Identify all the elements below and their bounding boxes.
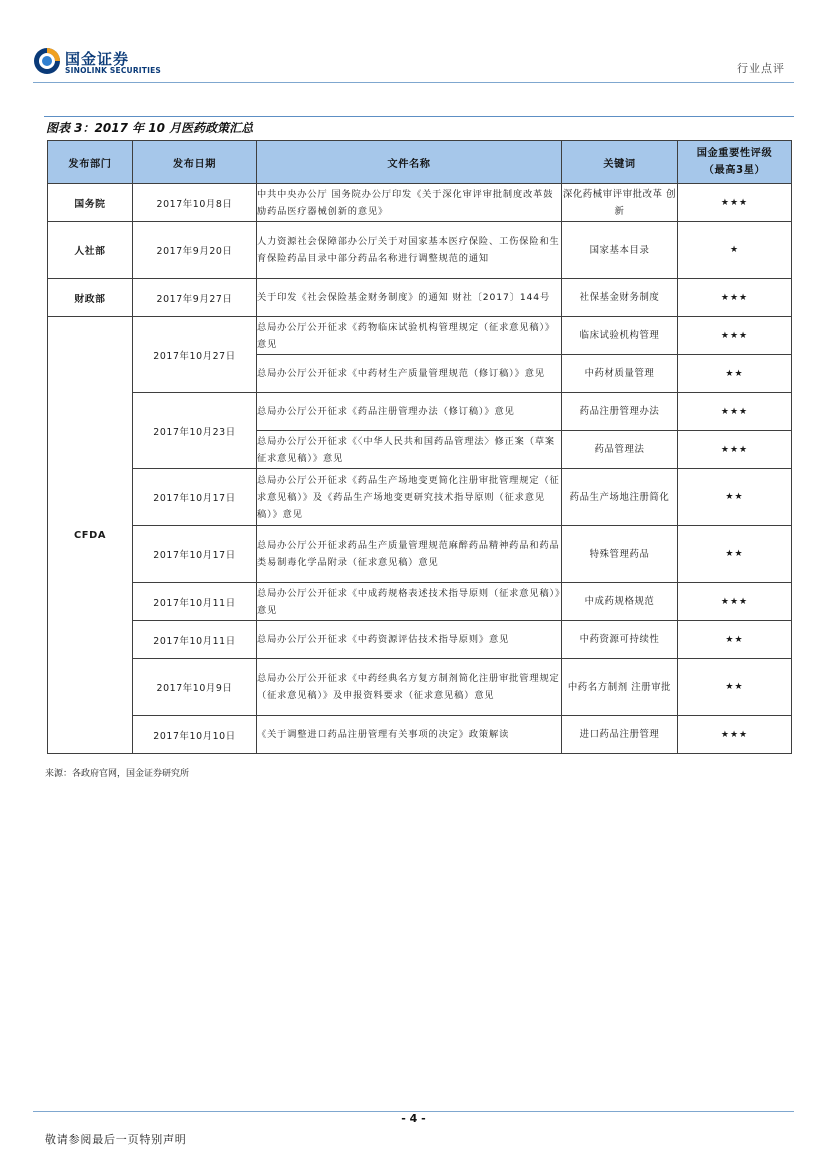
date-cell: 2017年9月20日 bbox=[133, 222, 257, 279]
rating-cell: ★★★ bbox=[678, 184, 792, 222]
doc-name-cell: 总局办公厅公开征求《中药材生产质量管理规范（修订稿）》意见 bbox=[257, 355, 562, 393]
date-cell: 2017年10月23日 bbox=[133, 393, 257, 469]
header-dept: 发布部门 bbox=[48, 141, 133, 184]
doc-name-cell: 《关于调整进口药品注册管理有关事项的决定》政策解读 bbox=[257, 716, 562, 754]
date-cell: 2017年10月9日 bbox=[133, 659, 257, 716]
table-row bbox=[48, 222, 792, 279]
date-cell: 2017年9月27日 bbox=[133, 279, 257, 317]
brand-name-en: SINOLINK SECURITIES bbox=[65, 66, 162, 75]
brand-name-cn: 国金证券 bbox=[65, 50, 130, 68]
rating-cell: ★★★ bbox=[678, 583, 792, 621]
keyword-cell: 药品注册管理办法 bbox=[562, 393, 678, 431]
date-cell: 2017年10月17日 bbox=[133, 526, 257, 583]
rating-cell: ★★ bbox=[678, 469, 792, 526]
header-keyword: 关键词 bbox=[562, 141, 678, 184]
company-logo bbox=[33, 44, 163, 80]
rating-cell: ★★★ bbox=[678, 431, 792, 469]
rating-cell: ★★ bbox=[678, 621, 792, 659]
date-cell: 2017年10月11日 bbox=[133, 583, 257, 621]
keyword-cell: 药品管理法 bbox=[562, 431, 678, 469]
rating-cell: ★★★ bbox=[678, 716, 792, 754]
keyword-cell: 特殊管理药品 bbox=[562, 526, 678, 583]
date-cell: 2017年10月11日 bbox=[133, 621, 257, 659]
header-rating: 国金重要性评级 （最高3星） bbox=[678, 141, 792, 184]
rating-cell: ★★ bbox=[678, 659, 792, 716]
table-row bbox=[48, 393, 792, 431]
keyword-cell: 临床试验机构管理 bbox=[562, 317, 678, 355]
date-cell: 2017年10月10日 bbox=[133, 716, 257, 754]
rating-cell: ★★★ bbox=[678, 279, 792, 317]
doc-name-cell: 总局办公厅公开征求《药物临床试验机构管理规定（征求意见稿）》意见 bbox=[257, 317, 562, 355]
keyword-cell: 中药材质量管理 bbox=[562, 355, 678, 393]
page-header bbox=[0, 0, 827, 90]
doc-name-cell: 总局办公厅公开征求《〈中华人民共和国药品管理法〉修正案（草案征求意见稿）》意见 bbox=[257, 431, 562, 469]
doc-name-cell: 总局办公厅公开征求药品生产质量管理规范麻醉药品精神药品和药品类易制毒化学品附录（征求意见稿）意见 bbox=[257, 526, 562, 583]
table-row bbox=[48, 583, 792, 621]
table-row bbox=[48, 317, 792, 355]
keyword-cell: 中成药规格规范 bbox=[562, 583, 678, 621]
keyword-cell: 社保基金财务制度 bbox=[562, 279, 678, 317]
table-row bbox=[48, 526, 792, 583]
dept-cell: 人社部 bbox=[48, 222, 133, 279]
rating-cell: ★★ bbox=[678, 526, 792, 583]
doc-name-cell: 总局办公厅公开征求《药品生产场地变更简化注册审批管理规定（征求意见稿）》及《药品生产场地变更研究技术指导原则（征求意见稿）》意见 bbox=[257, 469, 562, 526]
keyword-cell: 中药资源可持续性 bbox=[562, 621, 678, 659]
table-row bbox=[48, 621, 792, 659]
doc-name-cell: 中共中央办公厅 国务院办公厅印发《关于深化审评审批制度改革鼓励药品医疗器械创新的意见》 bbox=[257, 184, 562, 222]
disclaimer-note: 敬请参阅最后一页特别声明 bbox=[45, 1133, 187, 1146]
rating-cell: ★★★ bbox=[678, 393, 792, 431]
table-row bbox=[48, 469, 792, 526]
table-header-row bbox=[48, 141, 792, 184]
table-row bbox=[48, 659, 792, 716]
date-cell: 2017年10月27日 bbox=[133, 317, 257, 393]
rating-cell: ★ bbox=[678, 222, 792, 279]
date-cell: 2017年10月8日 bbox=[133, 184, 257, 222]
header-doc-name: 文件名称 bbox=[257, 141, 562, 184]
rating-cell: ★★ bbox=[678, 355, 792, 393]
dept-cell: 财政部 bbox=[48, 279, 133, 317]
doc-name-cell: 总局办公厅公开征求《药品注册管理办法（修订稿）》意见 bbox=[257, 393, 562, 431]
figure-title-rule bbox=[44, 116, 794, 117]
keyword-cell: 药品生产场地注册简化 bbox=[562, 469, 678, 526]
doc-name-cell: 总局办公厅公开征求《中药经典名方复方制剂简化注册审批管理规定（征求意见稿）》及申报资料要求（征求意见稿）意见 bbox=[257, 659, 562, 716]
doc-name-cell: 人力资源社会保障部办公厅关于对国家基本医疗保险、工伤保险和生育保险药品目录中部分药品名称进行调整规范的通知 bbox=[257, 222, 562, 279]
table-row bbox=[48, 184, 792, 222]
figure-title: 图表 3：2017 年 10 月医药政策汇总 bbox=[46, 121, 254, 135]
sinolink-logo-icon bbox=[33, 47, 61, 75]
keyword-cell: 国家基本目录 bbox=[562, 222, 678, 279]
page-number: - 4 - bbox=[401, 1112, 426, 1125]
table-row bbox=[48, 279, 792, 317]
dept-cell: CFDA bbox=[48, 317, 133, 754]
doc-name-cell: 关于印发《社会保险基金财务制度》的通知 财社〔2017〕144号 bbox=[257, 279, 562, 317]
keyword-cell: 进口药品注册管理 bbox=[562, 716, 678, 754]
table-row bbox=[48, 716, 792, 754]
dept-cell: 国务院 bbox=[48, 184, 133, 222]
document-type: 行业点评 bbox=[737, 62, 785, 75]
doc-name-cell: 总局办公厅公开征求《中药资源评估技术指导原则》意见 bbox=[257, 621, 562, 659]
source-note: 来源：各政府官网，国金证券研究所 bbox=[45, 769, 190, 779]
policy-table bbox=[47, 140, 792, 754]
header-divider bbox=[33, 82, 794, 83]
keyword-cell: 深化药械审评审批改革 创新 bbox=[562, 184, 678, 222]
doc-name-cell: 总局办公厅公开征求《中成药规格表述技术指导原则（征求意见稿）》意见 bbox=[257, 583, 562, 621]
rating-cell: ★★★ bbox=[678, 317, 792, 355]
header-date: 发布日期 bbox=[133, 141, 257, 184]
keyword-cell: 中药名方制剂 注册审批 bbox=[562, 659, 678, 716]
date-cell: 2017年10月17日 bbox=[133, 469, 257, 526]
